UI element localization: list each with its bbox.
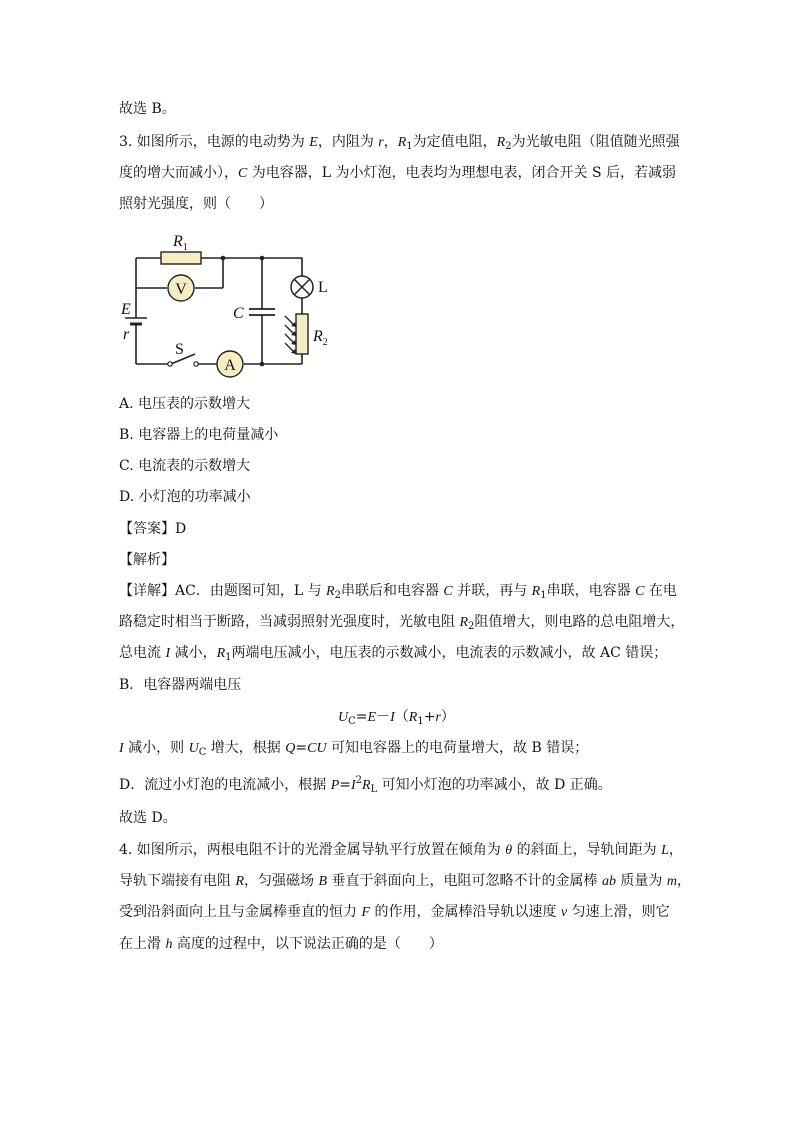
label-s: S — [175, 341, 184, 358]
detail-line3: 总电流 I 减小，$R_1$两端电压减小，电压表的示数减小，电流表的示数减小，故 AC 错误； — [119, 645, 668, 663]
answer-line: 【答案】D — [119, 521, 187, 537]
label-e: E — [121, 301, 131, 318]
label-r1: $R_1$ — [173, 233, 188, 253]
r2-photoresistor — [296, 314, 308, 354]
detail-line2: 路稳定时相当于断路，当减弱照射光强度时，光敏电阻 $R_2$阻值增大，则电路的总电阻增大， — [119, 614, 685, 632]
q4-line1: 4. 如图所示，两根电阻不计的光滑金属导轨平行放置在倾角为 θ 的斜面上，导轨间距为 L， — [119, 842, 683, 858]
q4-line3: 受到沿斜面向上且与金属棒垂直的恒力 F 的作用，金属棒沿导轨以速度 v 匀速上滑，则它 — [119, 904, 670, 920]
option-c: C. 电流表的示数增大 — [119, 458, 251, 474]
detail-line6: D．流过小灯泡的电流减小，根据 $P=I^2R_L$ 可知小灯泡的功率减小，故 D 正确。 — [119, 775, 612, 795]
label-l: L — [318, 279, 328, 296]
label-r2: $R_2$ — [313, 328, 328, 348]
ammeter-label: A — [224, 357, 236, 374]
q4-line4: 在上滑 h 高度的过程中，以下说法正确的是（ ） — [119, 936, 443, 952]
analysis-title: 【解析】 — [119, 552, 175, 568]
q3-stem-line2: 度的增大而减小），C 为电容器，L 为小灯泡，电表均为理想电表，闭合开关 S 后，若减弱 — [119, 165, 677, 181]
voltmeter-label: V — [175, 281, 187, 298]
final-choice: 故选 D。 — [119, 810, 177, 826]
r1-resistor — [161, 252, 201, 264]
q3-stem-line3: 照射光强度，则（ ） — [119, 196, 273, 212]
detail-line5: I 减小，则 $U_C$ 增大，根据 Q=CU 可知电容器上的电荷量增大，故 B 错误； — [119, 740, 589, 758]
label-r: r — [123, 326, 130, 343]
detail-line4: B．电容器两端电压 — [119, 677, 242, 693]
option-b: B. 电容器上的电荷量减小 — [119, 427, 279, 443]
option-d: D. 小灯泡的功率减小 — [119, 489, 251, 505]
prev-conclusion: 故选 B。 — [119, 101, 176, 117]
equation-uc: $U_C=E-I(R_1+r)$ — [338, 709, 455, 727]
lamp-icon — [291, 276, 313, 298]
detail-line1: 【详解】AC．由题图可知，L 与 $R_2$串联后和电容器 C 并联，再与 $R_1$串联，电容器 C 在电 — [119, 583, 677, 601]
q4-line2: 导轨下端接有电阻 R，匀强磁场 B 垂直于斜面向上，电阻可忽略不计的金属棒 ab 质量为 m， — [119, 873, 691, 889]
label-c: C — [233, 305, 244, 322]
option-a: A. 电压表的示数增大 — [119, 396, 251, 412]
q3-stem-line1: 3. 如图所示，电源的电动势为 E，内阻为 r，$R_1$为定值电阻，$R_2$为光敏电阻（阻值随光照强 — [119, 134, 680, 152]
circuit-diagram — [115, 228, 345, 378]
